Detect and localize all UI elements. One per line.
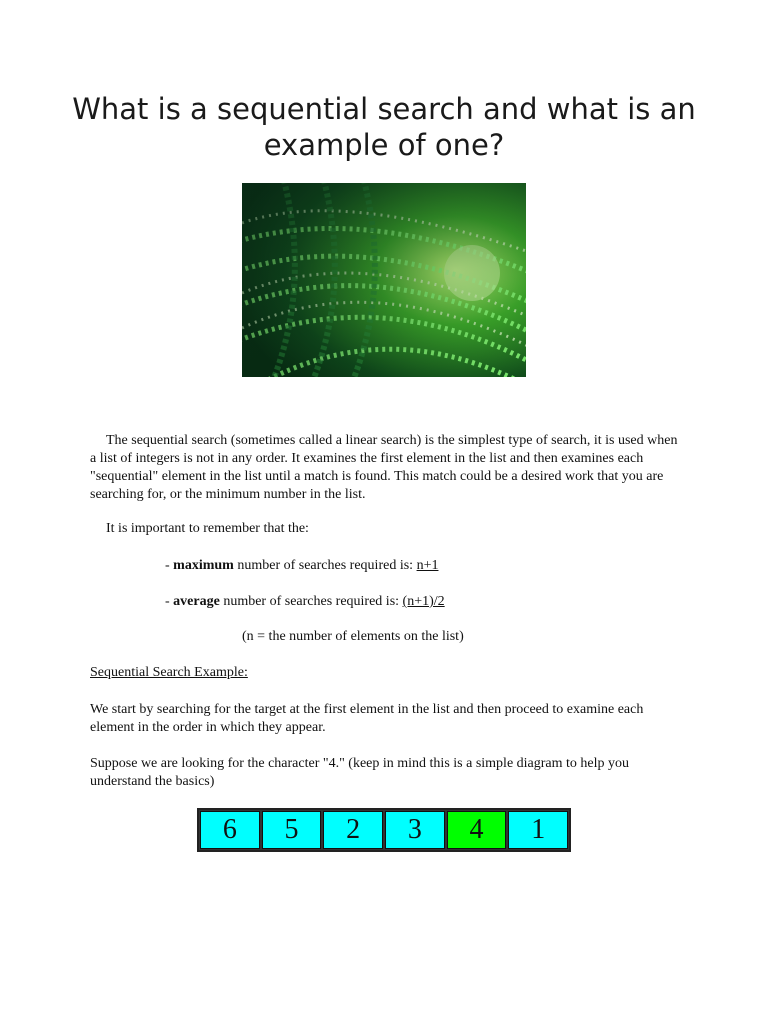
array-cell: 3	[385, 811, 445, 849]
array-cell: 1	[508, 811, 568, 849]
example-paragraph: We start by searching for the target at the first element in the list and then proceed to examine each element in the order in which they appear.	[90, 702, 644, 735]
example-heading: Sequential Search Example:	[90, 665, 248, 680]
array-cell: 5	[262, 811, 322, 849]
page-title: What is a sequential search and what is an example of one?	[72, 92, 696, 162]
binary-code-image	[242, 183, 526, 377]
average-formula: (n+1)/2	[402, 594, 445, 609]
suppose-paragraph: Suppose we are looking for the character "4." (keep in mind this is a simple diagram to help you understand the basics)	[90, 756, 630, 789]
average-line	[165, 593, 755, 611]
intro-paragraph: The sequential search (sometimes called a linear search) is the simplest type of search, it is used when a list of integers is not in any order. It examines the first element in the list and then examines each "sequential" element in the list until a match is found. This match could be a desired work that you are searching for, or the minimum number in the list.	[90, 433, 678, 502]
maximum-prefix: -	[165, 558, 174, 573]
remember-paragraph: It is important to remember that the:	[106, 521, 309, 536]
array-cell: 6	[200, 811, 260, 849]
array-cell: 4	[447, 811, 507, 849]
average-prefix: -	[165, 594, 174, 609]
n-definition: (n = the number of elements on the list)	[242, 629, 464, 644]
maximum-text: number of searches required is:	[233, 558, 417, 573]
average-text: number of searches required is:	[219, 594, 403, 609]
maximum-keyword: maximum	[173, 558, 234, 573]
maximum-line	[165, 557, 755, 575]
maximum-formula: n+1	[416, 558, 439, 573]
search-array-diagram	[197, 808, 571, 852]
average-keyword: average	[173, 594, 220, 609]
array-cell: 2	[323, 811, 383, 849]
